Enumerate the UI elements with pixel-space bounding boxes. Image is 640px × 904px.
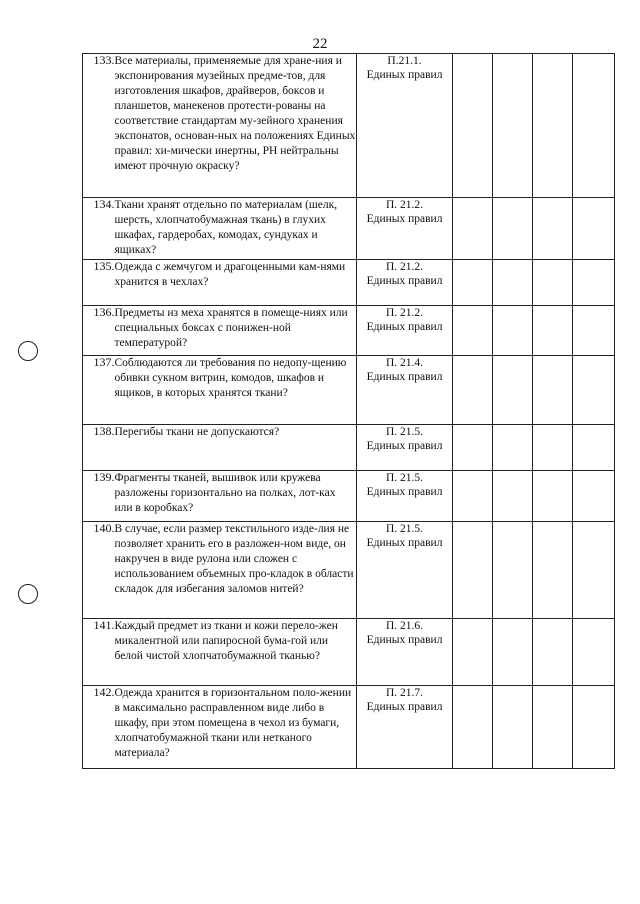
reference-source: Единых правил	[366, 274, 443, 287]
table-row	[83, 470, 615, 521]
reference-source: Единых правил	[366, 634, 443, 647]
item-number: 137.	[83, 356, 115, 424]
requirement-text: Все материалы, применяемые для хране-ния и экспонирования музейных предме-тов, для изготовления шкафов, драйверов, боксов и планшетов, манекенов протести-рованы на соответствие стандартам му-зейного хранения экспонатов, основан-ных на положениях Единых правил: хи-мически инертны, PH нейтральны имеют прочную окраску?	[115, 54, 357, 198]
requirement-text: В случае, если размер текстильного изде-лия не позволяет хранить его в разложен-ном виде, он накручен в виде рулона или сложен с использованием объемных про-кладок в области складок для избегания заломов нитей?	[115, 521, 357, 618]
answer-cell	[453, 306, 493, 356]
checklist-table	[82, 53, 615, 769]
reference-clause: П.21.1.	[387, 55, 422, 67]
item-number: 136.	[83, 306, 115, 356]
answer-cell	[453, 685, 493, 768]
table-row	[83, 356, 615, 424]
table-row	[83, 521, 615, 618]
answer-cell	[453, 197, 493, 259]
table-row	[83, 685, 615, 768]
item-number: 141.	[83, 619, 115, 685]
answer-cell	[533, 424, 573, 470]
item-number: 140.	[83, 521, 115, 618]
table-row	[83, 197, 615, 259]
reference-clause: П. 21.5.	[385, 522, 424, 535]
rule-reference	[357, 197, 453, 259]
reference-source: Единых правил	[366, 371, 443, 384]
answer-cell	[533, 259, 573, 305]
table-row	[83, 259, 615, 305]
rule-reference	[357, 685, 453, 768]
answer-cell	[533, 306, 573, 356]
answer-cell	[573, 470, 615, 521]
reference-clause: П. 21.7.	[385, 686, 424, 699]
reference-source: Единых правил	[366, 69, 443, 81]
answer-cell	[453, 521, 493, 618]
answer-cell	[573, 685, 615, 768]
rule-reference	[357, 259, 453, 305]
answer-cell	[533, 356, 573, 424]
reference-source: Единых правил	[366, 485, 443, 498]
answer-cell	[453, 259, 493, 305]
reference-source: Единых правил	[366, 321, 443, 334]
item-number: 133.	[83, 54, 115, 198]
rule-reference	[357, 306, 453, 356]
answer-cell	[453, 424, 493, 470]
reference-source: Единых правил	[366, 536, 443, 549]
answer-cell	[573, 54, 615, 198]
answer-cell	[493, 259, 533, 305]
item-number: 134.	[83, 197, 115, 259]
answer-cell	[533, 685, 573, 768]
answer-cell	[573, 424, 615, 470]
answer-cell	[573, 521, 615, 618]
reference-source: Единых правил	[366, 212, 443, 225]
requirement-text: Ткани хранят отдельно по материалам (шелк, шерсть, хлопчатобумажная ткань) в глухих шкафах, гардеробах, комодах, сундуках и ящиках?	[115, 197, 357, 259]
table-row	[83, 306, 615, 356]
reference-clause: П. 21.2.	[385, 260, 424, 273]
answer-cell	[493, 521, 533, 618]
reference-clause: П. 21.2.	[385, 307, 424, 320]
reference-clause: П. 21.5.	[385, 471, 424, 484]
item-number: 138.	[83, 424, 115, 470]
item-number: 139.	[83, 470, 115, 521]
rule-reference	[357, 54, 453, 198]
rule-reference	[357, 356, 453, 424]
reference-clause: П. 21.5.	[385, 425, 424, 438]
requirement-text: Предметы из меха хранятся в помеще-ниях или специальных боксах с понижен-ной температурой?	[115, 306, 357, 356]
answer-cell	[493, 306, 533, 356]
answer-cell	[533, 619, 573, 685]
answer-cell	[453, 356, 493, 424]
reference-clause: П. 21.4.	[385, 357, 424, 370]
punch-hole-bottom	[18, 584, 38, 604]
answer-cell	[533, 54, 573, 198]
reference-clause: П. 21.2.	[385, 198, 424, 211]
answer-cell	[573, 197, 615, 259]
requirement-text: Каждый предмет из ткани и кожи перело-жен микалентной или папиросной бума-гой или белой чистой хлопчатобумажной тканью?	[115, 619, 357, 685]
item-number: 142.	[83, 685, 115, 768]
rule-reference	[357, 424, 453, 470]
answer-cell	[493, 685, 533, 768]
rule-reference	[357, 521, 453, 618]
answer-cell	[493, 424, 533, 470]
table-row	[83, 619, 615, 685]
requirement-text: Одежда хранится в горизонтальном поло-жении в максимально расправленном виде либо в шкафу, при этом помещена в чехол из бумаги, хлопчатобумажной ткани или нетканого материала?	[115, 685, 357, 768]
answer-cell	[453, 619, 493, 685]
answer-cell	[493, 619, 533, 685]
answer-cell	[533, 197, 573, 259]
table-row	[83, 424, 615, 470]
answer-cell	[533, 470, 573, 521]
answer-cell	[453, 470, 493, 521]
answer-cell	[493, 197, 533, 259]
table-row	[83, 54, 615, 198]
reference-source: Единых правил	[366, 439, 443, 452]
answer-cell	[573, 259, 615, 305]
answer-cell	[573, 306, 615, 356]
answer-cell	[493, 356, 533, 424]
answer-cell	[573, 619, 615, 685]
requirement-text: Фрагменты тканей, вышивок или кружева разложены горизонтально на полках, лот-ках или в коробках?	[115, 470, 357, 521]
punch-hole-top	[18, 341, 38, 361]
rule-reference	[357, 619, 453, 685]
requirement-text: Одежда с жемчугом и драгоценными кам-нями хранится в чехлах?	[115, 259, 357, 305]
answer-cell	[453, 54, 493, 198]
answer-cell	[573, 356, 615, 424]
requirement-text: Соблюдаются ли требования по недопу-щению обивки сукном витрин, комодов, шкафов и ящиков, в которых хранятся ткани?	[115, 356, 357, 424]
requirement-text: Перегибы ткани не допускаются?	[115, 424, 357, 470]
answer-cell	[493, 470, 533, 521]
answer-cell	[533, 521, 573, 618]
item-number: 135.	[83, 259, 115, 305]
reference-clause: П. 21.6.	[385, 620, 424, 633]
reference-source: Единых правил	[366, 700, 443, 713]
answer-cell	[493, 54, 533, 198]
page-number: 22	[312, 36, 328, 52]
rule-reference	[357, 470, 453, 521]
